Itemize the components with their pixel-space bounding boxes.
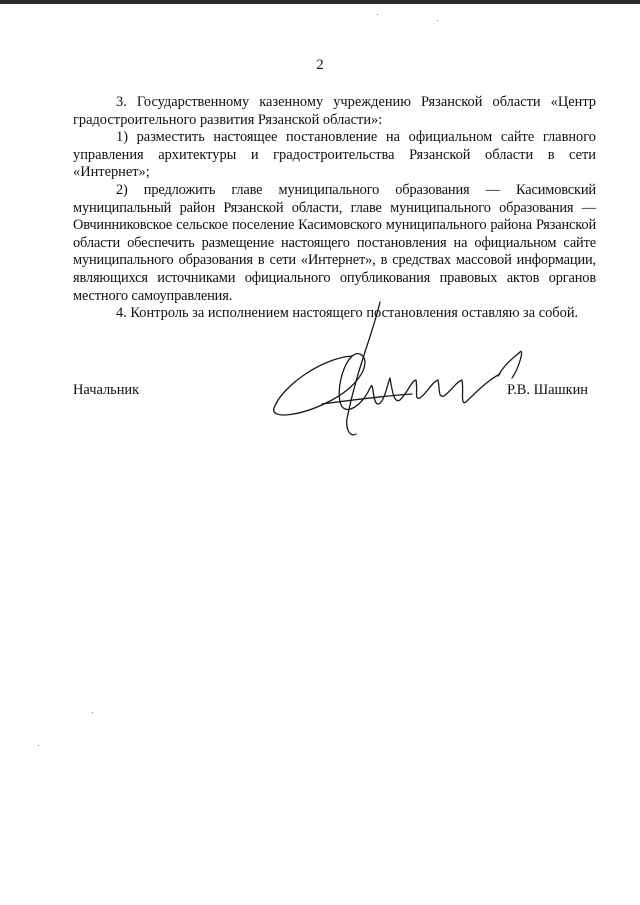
handwritten-signature [262,296,532,446]
signatory-title: Начальник [73,382,140,398]
document-body [73,94,596,323]
signatory-name: Р.В. Шашкин [507,382,588,398]
paragraph-subitem-2: 2) предложить главе муниципального образования — Касимовский муниципальный район Рязанской области, главе муниципального образования — Овчинниковское сельское поселение Касимовского муниципального района Рязанской области обеспечить размещение настоящего постановления на официальном сайте муниципального образования в сети «Интернет», в средствах массовой информации, являющихся источниками официального опубликования правовых актов органов местного самоуправления. [73,181,596,304]
scan-speck [38,745,39,746]
paragraph-item-4: 4. Контроль за исполнением настоящего постановления оставляю за собой. [116,305,579,322]
scan-top-border [0,0,640,4]
paragraph-subitem-1: 1) разместить настоящее постановление на официальном сайте главного управления архитектуры и градостроительства Рязанской области в сети «Интернет»; [73,129,596,181]
scan-speck [377,14,378,15]
paragraph-item-3: 3. Государственному казенному учреждению Рязанской области «Центр градостроительного развития Рязанской области»: [73,94,596,128]
page-number: 2 [316,57,324,73]
scan-speck [437,20,438,21]
scan-speck [92,712,93,713]
